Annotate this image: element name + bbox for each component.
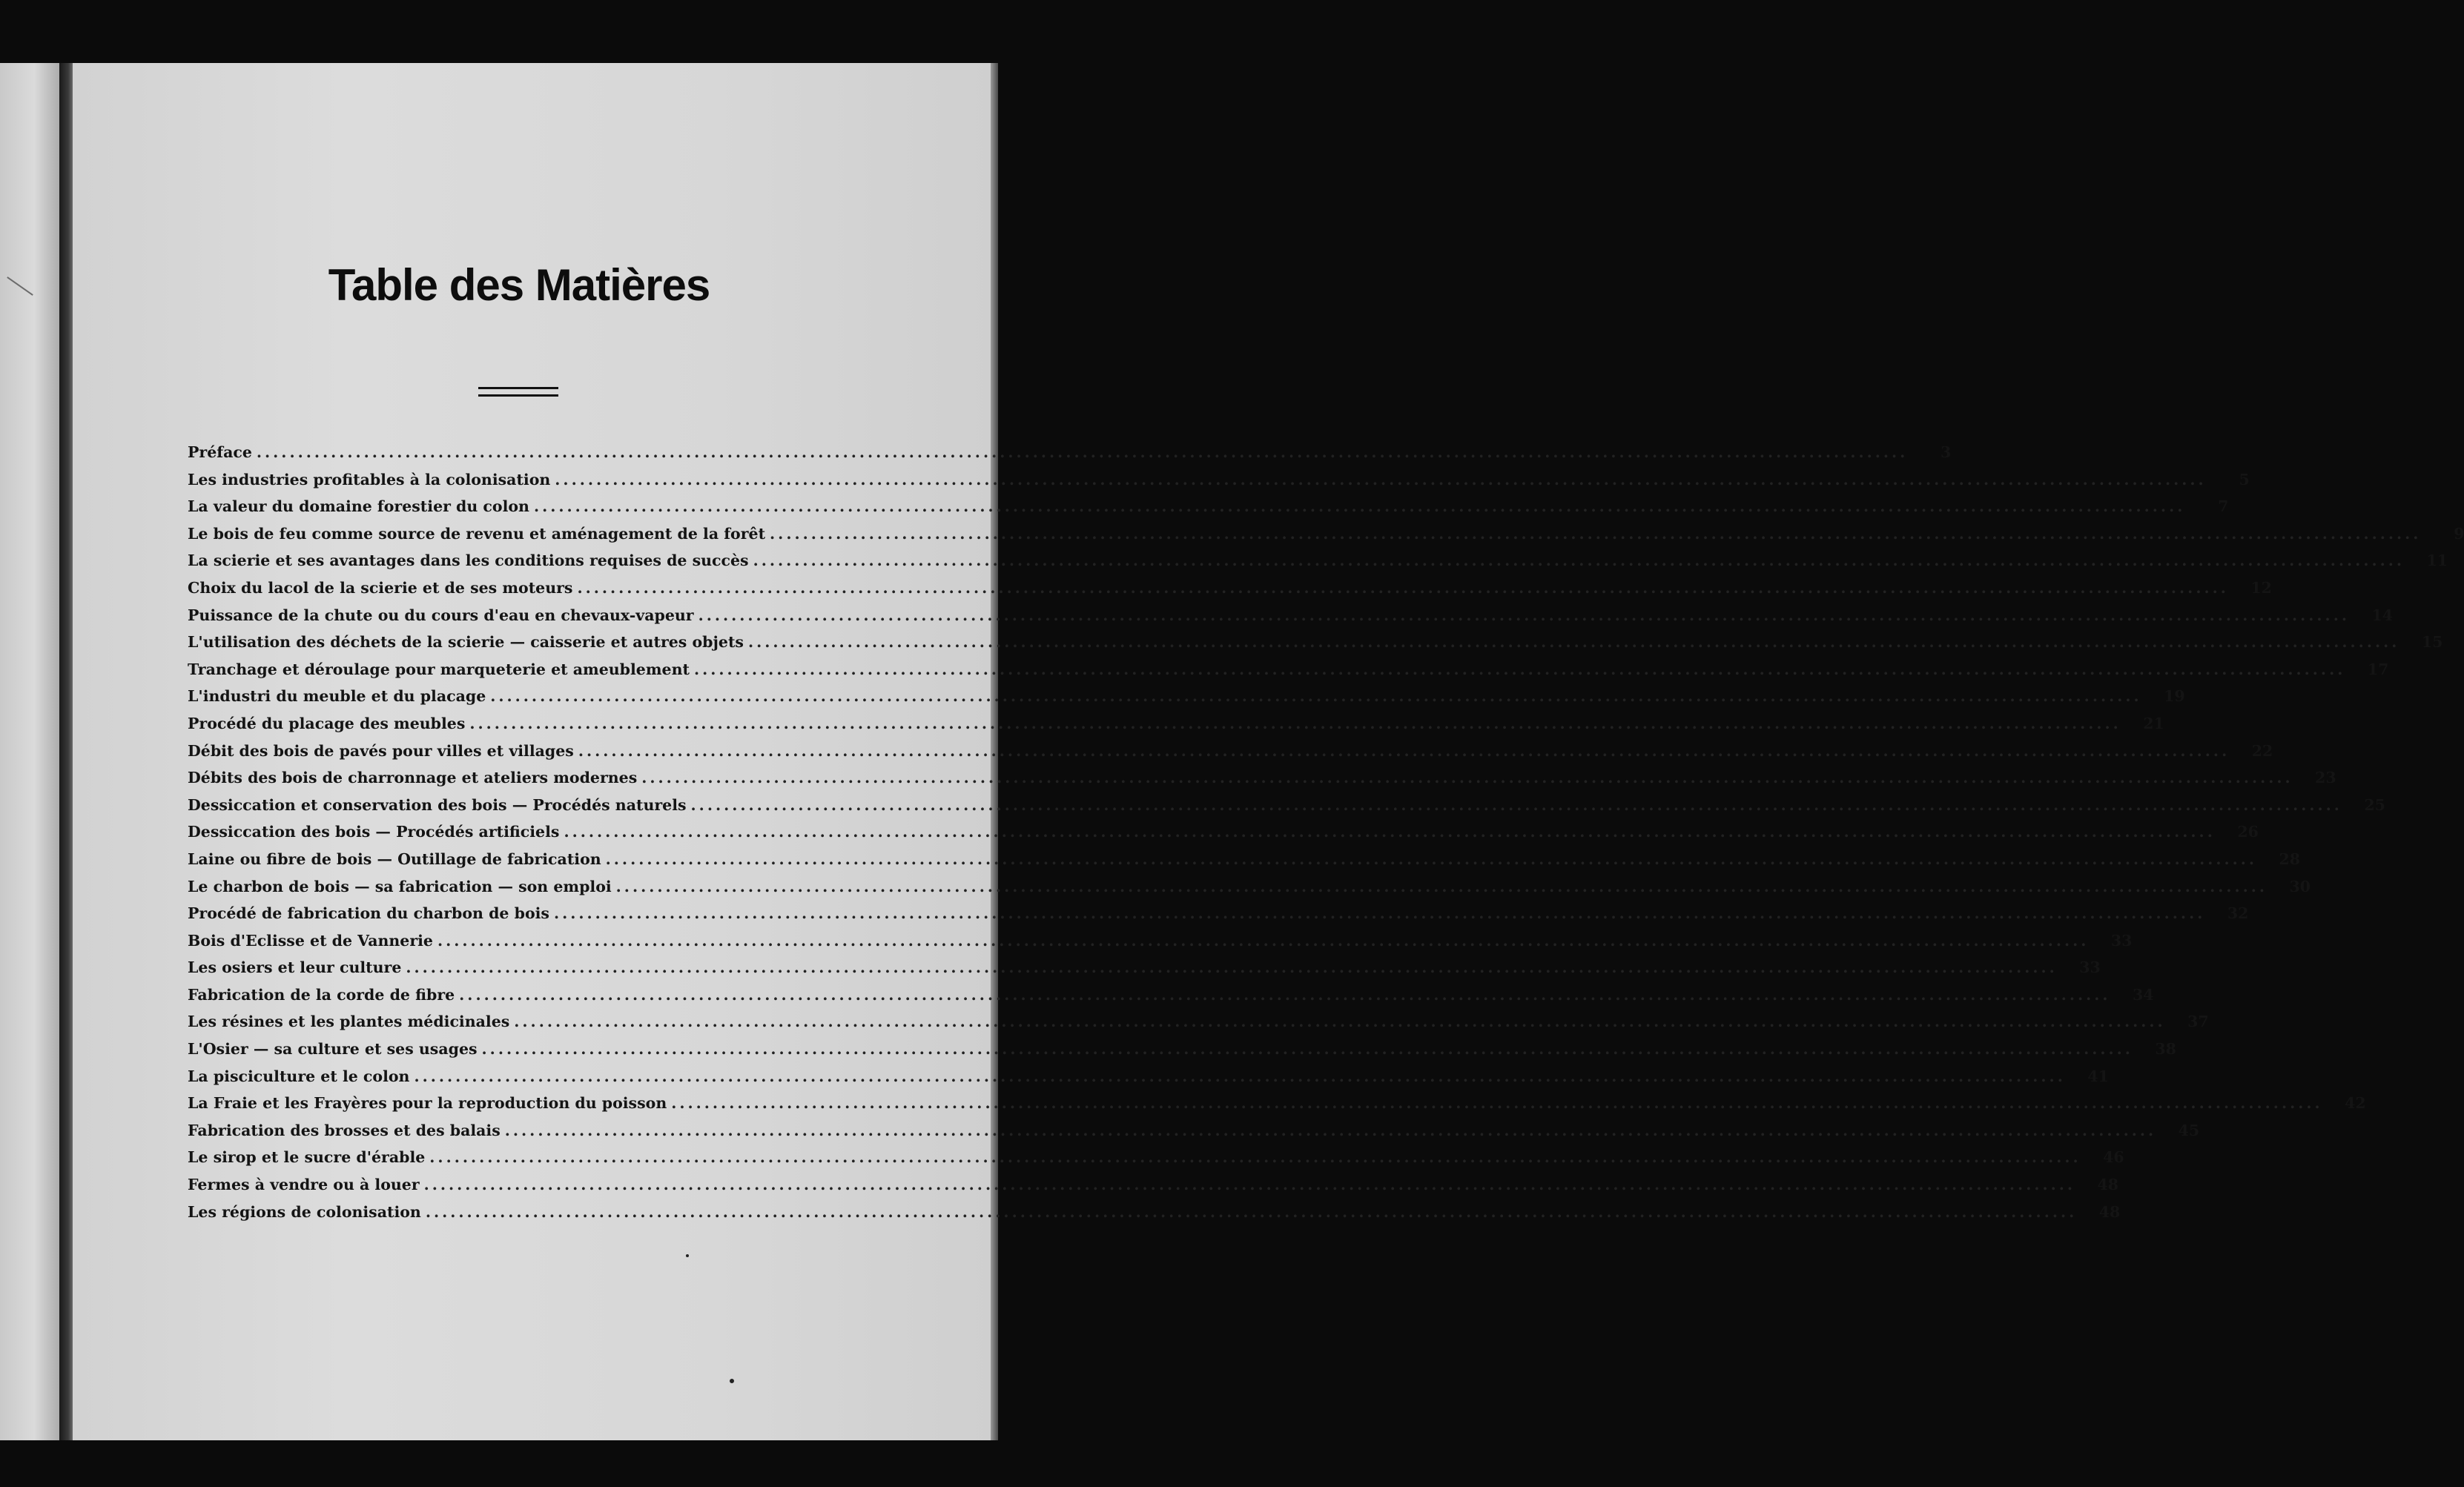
toc-entry-title: Débits des bois de charronnage et ateliers modernes bbox=[188, 769, 638, 787]
toc-entry-title: Choix du lacol de la scierie et de ses moteurs bbox=[188, 578, 573, 597]
toc-dot-leader: ........................................................................................................................................................................................................ bbox=[481, 1040, 2133, 1059]
toc-entry bbox=[188, 823, 2259, 850]
toc-entry bbox=[188, 552, 2448, 579]
toc-page-number: 26 bbox=[2237, 823, 2259, 841]
toc-entry bbox=[188, 633, 2443, 660]
toc-entry bbox=[188, 578, 2272, 606]
toc-dot-leader: ........................................................................................................................................................................................................ bbox=[641, 769, 2293, 787]
toc-entry-title: Le sirop et le sucre d'érable bbox=[188, 1148, 426, 1167]
toc-dot-leader: ........................................................................................................................................................................................................ bbox=[564, 823, 2216, 841]
toc-dot-leader: ........................................................................................................................................................................................................ bbox=[437, 931, 2090, 950]
toc-dot-leader: ........................................................................................................................................................................................................ bbox=[605, 850, 2258, 868]
toc-entry bbox=[188, 1121, 2200, 1149]
toc-entry bbox=[188, 931, 2133, 959]
toc-entry bbox=[188, 1148, 2124, 1176]
toc-dot-leader: ........................................................................................................................................................................................................ bbox=[555, 470, 2207, 489]
toc-entry-title: L'industri du meuble et du placage bbox=[188, 687, 486, 706]
toc-dot-leader: ........................................................................................................................................................................................................ bbox=[490, 687, 2142, 706]
toc-page-number: 19 bbox=[2164, 687, 2185, 706]
toc-entry bbox=[188, 741, 2273, 769]
toc-dot-leader: ........................................................................................................................................................................................................ bbox=[256, 443, 1909, 461]
toc-page-number: 14 bbox=[2371, 606, 2393, 624]
toc-entry-title: Préface bbox=[188, 443, 252, 461]
toc-dot-leader: ........................................................................................................................................................................................................ bbox=[671, 1094, 2323, 1113]
toc-dot-leader: ........................................................................................................................................................................................................ bbox=[753, 552, 2405, 570]
toc-entry-title: Le bois de feu comme source de revenu et aménagement de la forêt bbox=[188, 524, 766, 543]
toc-entry-title: Débit des bois de pavés pour villes et villages bbox=[188, 741, 574, 760]
toc-dot-leader: ........................................................................................................................................................................................................ bbox=[425, 1202, 2078, 1221]
toc-page-number: 15 bbox=[2421, 633, 2443, 652]
facing-page-edge bbox=[0, 63, 62, 1440]
toc-entry bbox=[188, 904, 2249, 932]
toc-dot-leader: ........................................................................................................................................................................................................ bbox=[469, 714, 2121, 732]
toc-dot-leader: ........................................................................................................................................................................................................ bbox=[698, 606, 2350, 624]
toc-dot-leader: ........................................................................................................................................................................................................ bbox=[423, 1176, 2076, 1194]
toc-entry bbox=[188, 850, 2301, 878]
toc-page-number: 11 bbox=[2426, 552, 2448, 570]
toc-entry bbox=[188, 470, 2250, 498]
table-of-contents bbox=[188, 443, 2464, 1230]
toc-page-number: 28 bbox=[2279, 850, 2301, 868]
toc-entry bbox=[188, 769, 2336, 796]
toc-entry-title: Procédé du placage des meubles bbox=[188, 714, 466, 732]
toc-entry-title: Le charbon de bois — sa fabrication — son emploi bbox=[188, 877, 612, 895]
toc-entry bbox=[188, 1067, 2109, 1095]
toc-entry bbox=[188, 1202, 2121, 1231]
page-title: Table des Matières bbox=[328, 260, 710, 310]
toc-entry bbox=[188, 958, 2101, 986]
toc-entry bbox=[188, 1176, 2119, 1203]
toc-entry-title: Fabrication de la corde de fibre bbox=[188, 985, 455, 1004]
toc-entry bbox=[188, 606, 2393, 634]
toc-entry-title: La pisciculture et le colon bbox=[188, 1067, 410, 1085]
toc-page-number: 17 bbox=[2367, 660, 2389, 678]
toc-page-number: 32 bbox=[2227, 904, 2249, 923]
toc-entry bbox=[188, 687, 2185, 715]
toc-entry-title: Dessiccation des bois — Procédés artificiels bbox=[188, 823, 560, 841]
toc-page-number: 3 bbox=[1941, 443, 1952, 461]
toc-dot-leader: ........................................................................................................................................................................................................ bbox=[429, 1148, 2081, 1167]
toc-entry-title: Les osiers et leur culture bbox=[188, 958, 402, 977]
toc-dot-leader: ........................................................................................................................................................................................................ bbox=[553, 904, 2206, 923]
toc-page-number: 45 bbox=[2178, 1121, 2200, 1139]
toc-entry-title: L'Osier — sa culture et ses usages bbox=[188, 1040, 478, 1059]
toc-entry-title: Les industries profitables à la colonisation bbox=[188, 470, 551, 489]
toc-entry bbox=[188, 795, 2385, 824]
toc-dot-leader: ........................................................................................................................................................................................................ bbox=[577, 578, 2229, 597]
title-rule-bottom bbox=[478, 394, 558, 397]
toc-entry bbox=[188, 497, 2229, 525]
toc-entry-title: Les régions de colonisation bbox=[188, 1202, 421, 1221]
toc-dot-leader: ........................................................................................................................................................................................................ bbox=[578, 741, 2230, 760]
toc-page-number: 34 bbox=[2133, 985, 2154, 1004]
toc-page-number: 41 bbox=[2087, 1067, 2109, 1085]
toc-dot-leader: ........................................................................................................................................................................................................ bbox=[615, 877, 2268, 895]
toc-entry bbox=[188, 877, 2311, 905]
toc-page-number: 30 bbox=[2289, 877, 2311, 895]
toc-page-number: 46 bbox=[2103, 1148, 2124, 1167]
toc-page-number: 37 bbox=[2187, 1013, 2209, 1031]
toc-entry-title: Laine ou fibre de bois — Outillage de fabrication bbox=[188, 850, 601, 868]
toc-entry bbox=[188, 1040, 2176, 1067]
title-rule-top bbox=[478, 387, 558, 389]
toc-dot-leader: ........................................................................................................................................................................................................ bbox=[747, 633, 2400, 652]
page-mark bbox=[7, 276, 33, 296]
toc-entry bbox=[188, 660, 2389, 688]
toc-page-number: 33 bbox=[2110, 931, 2133, 950]
toc-dot-leader: ........................................................................................................................................................................................................ bbox=[406, 958, 2058, 977]
toc-entry-title: La valeur du domaine forestier du colon bbox=[188, 497, 529, 516]
toc-entry-title: Puissance de la chute ou du cours d'eau en chevaux-vapeur bbox=[188, 606, 694, 624]
toc-entry-title: Procédé de fabrication du charbon de bois bbox=[188, 904, 549, 923]
toc-entry-title: La Fraie et les Frayères pour la reproduction du poisson bbox=[188, 1094, 667, 1113]
toc-page-number: 9 bbox=[2454, 524, 2464, 543]
toc-dot-leader: ........................................................................................................................................................................................................ bbox=[693, 660, 2346, 678]
toc-page-number: 25 bbox=[2364, 795, 2385, 814]
ink-speck bbox=[730, 1379, 734, 1383]
toc-page-number: 12 bbox=[2250, 578, 2272, 597]
toc-page-number: 7 bbox=[2218, 497, 2229, 516]
toc-page-number: 48 bbox=[2098, 1202, 2121, 1221]
toc-entry-title: L'utilisation des déchets de la scierie — caisserie et autres objets bbox=[188, 633, 744, 652]
toc-entry bbox=[188, 714, 2164, 742]
toc-entry-title: Bois d'Eclisse et de Vannerie bbox=[188, 931, 433, 950]
book-spine bbox=[59, 63, 74, 1440]
toc-entry-title: Dessiccation et conservation des bois — Procédés naturels bbox=[188, 795, 687, 814]
toc-page-number: 48 bbox=[2097, 1176, 2119, 1194]
toc-entry bbox=[188, 1094, 2366, 1122]
toc-page-number: 23 bbox=[2315, 769, 2336, 787]
toc-page-number: 42 bbox=[2345, 1094, 2366, 1113]
ink-speck bbox=[686, 1254, 689, 1257]
toc-dot-leader: ........................................................................................................................................................................................................ bbox=[533, 497, 2186, 516]
toc-entry-title: Tranchage et déroulage pour marqueterie et ameublement bbox=[188, 660, 690, 678]
toc-entry bbox=[188, 1013, 2209, 1040]
toc-dot-leader: ........................................................................................................................................................................................................ bbox=[504, 1121, 2157, 1139]
toc-page-number: 21 bbox=[2143, 714, 2164, 732]
toc-entry-title: Les résines et les plantes médicinales bbox=[188, 1013, 510, 1031]
toc-page-number: 38 bbox=[2155, 1040, 2176, 1059]
toc-dot-leader: ........................................................................................................................................................................................................ bbox=[514, 1013, 2166, 1031]
toc-entry-title: Fermes à vendre ou à louer bbox=[188, 1176, 420, 1194]
toc-dot-leader: ........................................................................................................................................................................................................ bbox=[690, 795, 2342, 814]
toc-entry-title: La scierie et ses avantages dans les conditions requises de succès bbox=[188, 552, 749, 570]
toc-entry bbox=[188, 443, 1952, 471]
toc-entry bbox=[188, 524, 2464, 552]
toc-entry-title: Fabrication des brosses et des balais bbox=[188, 1121, 501, 1139]
toc-page-number: 5 bbox=[2239, 470, 2250, 489]
toc-dot-leader: ........................................................................................................................................................................................................ bbox=[770, 524, 2422, 543]
toc-entry bbox=[188, 985, 2154, 1013]
toc-dot-leader: ........................................................................................................................................................................................................ bbox=[459, 985, 2111, 1004]
toc-page-number: 33 bbox=[2079, 958, 2101, 977]
toc-page-number: 22 bbox=[2251, 741, 2273, 760]
toc-dot-leader: ........................................................................................................................................................................................................ bbox=[414, 1067, 2066, 1085]
